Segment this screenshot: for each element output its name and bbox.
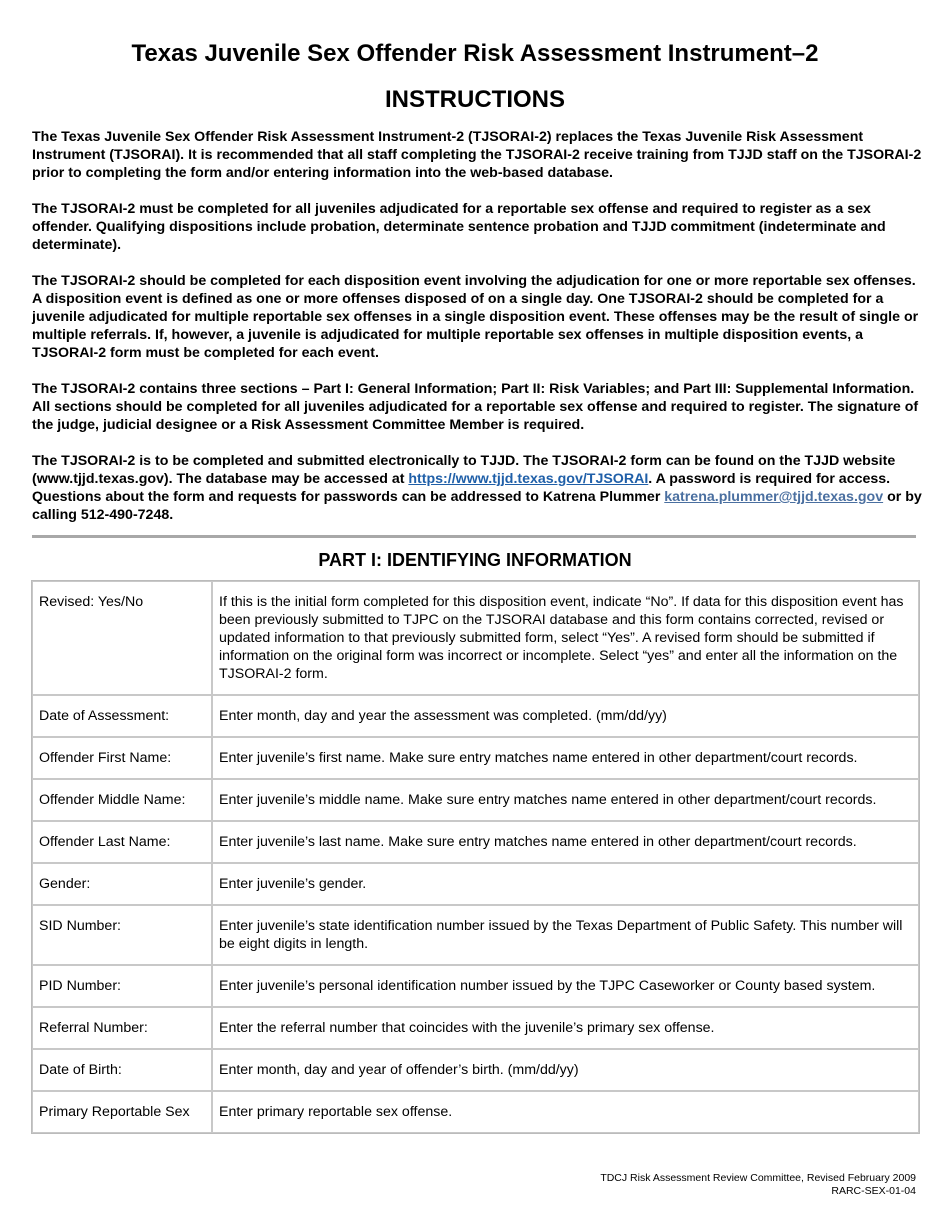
- table-row: [32, 737, 919, 779]
- field-name: Offender First Name:: [32, 737, 212, 779]
- footer-line-1: TDCJ Risk Assessment Review Committee, Revised February 2009: [600, 1172, 916, 1184]
- field-description: Enter month, day and year of offender’s birth. (mm/dd/yy): [212, 1049, 919, 1091]
- paragraph-text: The TJSORAI-2 is to be completed and submitted electronically to TJJD. The TJSORAI-2 form can be found on the TJJD website (www.tjjd.texas.gov). The database may be accessed at: [32, 453, 896, 487]
- footer-line-2: RARC-SEX-01-04: [831, 1185, 916, 1197]
- field-description: Enter juvenile’s middle name. Make sure entry matches name entered in other department/court records.: [212, 779, 919, 821]
- paragraph: The Texas Juvenile Sex Offender Risk Assessment Instrument-2 (TJSORAI-2) replaces the Texas Juvenile Risk Assessment Instrument (TJSORAI). It is recommended that all staff completing the TJSORAI-2 receive training from TJJD staff on the TJSORAI-2 prior to completing the form and/or entering information into the web-based database.: [32, 129, 922, 181]
- document-title: Texas Juvenile Sex Offender Risk Assessment Instrument–2: [131, 40, 819, 67]
- field-name: Offender Last Name:: [32, 821, 212, 863]
- paragraph-text: . A password is required for access. Questions about the form and requests for passwords can be addressed to Katrena Plummer: [32, 471, 891, 505]
- paragraph: The TJSORAI-2 should be completed for each disposition event involving the adjudication for one or more reportable sex offenses. A disposition event is defined as one or more offenses disposed of on a single day. One TJSORAI-2 should be completed for a juvenile adjudicated for multiple reportable sex offenses in a single disposition event. These offenses may be the result of single or multiple referrals. If, however, a juvenile is adjudicated for multiple reportable sex offenses in multiple disposition events, a TJSORAI-2 form must be completed for each event.: [32, 273, 919, 361]
- field-description: Enter juvenile’s personal identification number issued by the TJPC Caseworker or County based system.: [212, 965, 919, 1007]
- table-row: [32, 1007, 919, 1049]
- contact-paragraph: [32, 452, 922, 524]
- field-description: Enter month, day and year the assessment was completed. (mm/dd/yy): [212, 695, 919, 737]
- field-description: Enter the referral number that coincides with the juvenile’s primary sex offense.: [212, 1007, 919, 1049]
- paragraph: The TJSORAI-2 must be completed for all juveniles adjudicated for a reportable sex offense and required to register as a sex offender. Qualifying dispositions include probation, determinate sentence probation and TJJD commitment (indeterminate and determinate).: [32, 201, 886, 253]
- field-name: Date of Assessment:: [32, 695, 212, 737]
- paragraph-text: or by calling 512-490-7248.: [32, 489, 922, 523]
- table-row: [32, 581, 919, 695]
- field-name: Gender:: [32, 863, 212, 905]
- table-row: [32, 695, 919, 737]
- table-row: [32, 905, 919, 965]
- field-description: Enter juvenile’s first name. Make sure entry matches name entered in other department/court records.: [212, 737, 919, 779]
- table-row: [32, 821, 919, 863]
- field-name: Revised: Yes/No: [32, 581, 212, 695]
- field-description: If this is the initial form completed for this disposition event, indicate “No”. If data for this disposition event has been previously submitted to TJPC on the TJSORAI database and this form contains corrected, revised or updated information to that previously submitted form, select “Yes”. A revised form should be submitted if information on the original form was incorrect or incomplete. Select “yes” and enter all the information on the TJSORAI-2 form.: [212, 581, 919, 695]
- divider: [32, 535, 916, 538]
- table-row: [32, 779, 919, 821]
- part-title: PART I: IDENTIFYING INFORMATION: [318, 550, 632, 570]
- field-description: Enter juvenile’s last name. Make sure entry matches name entered in other department/court records.: [212, 821, 919, 863]
- table-row: [32, 863, 919, 905]
- field-name: Referral Number:: [32, 1007, 212, 1049]
- database-link[interactable]: https://www.tjjd.texas.gov/TJSORAI: [408, 471, 649, 487]
- identifying-info-table: [31, 580, 920, 1134]
- table-row: [32, 1091, 919, 1133]
- field-description: Enter primary reportable sex offense.: [212, 1091, 919, 1133]
- field-name: Date of Birth:: [32, 1049, 212, 1091]
- field-name: PID Number:: [32, 965, 212, 1007]
- table-row: [32, 965, 919, 1007]
- document-subtitle: INSTRUCTIONS: [385, 86, 565, 113]
- footer: [600, 1172, 916, 1198]
- instructions-intro: [32, 128, 922, 542]
- field-description: Enter juvenile’s gender.: [212, 863, 919, 905]
- field-name: SID Number:: [32, 905, 212, 965]
- field-description: Enter juvenile’s state identification number issued by the Texas Department of Public Safety. This number will be eight digits in length.: [212, 905, 919, 965]
- email-link[interactable]: katrena.plummer@tjjd.texas.gov: [664, 489, 884, 505]
- field-name: Primary Reportable Sex: [32, 1091, 212, 1133]
- paragraph: The TJSORAI-2 contains three sections – Part I: General Information; Part II: Risk Variables; and Part III: Supplemental Information. All sections should be completed for all juveniles adjudicated for a reportable sex offense and required to register. The signature of the judge, judicial designee or a Risk Assessment Committee Member is required.: [32, 381, 919, 433]
- field-name: Offender Middle Name:: [32, 779, 212, 821]
- table-row: [32, 1049, 919, 1091]
